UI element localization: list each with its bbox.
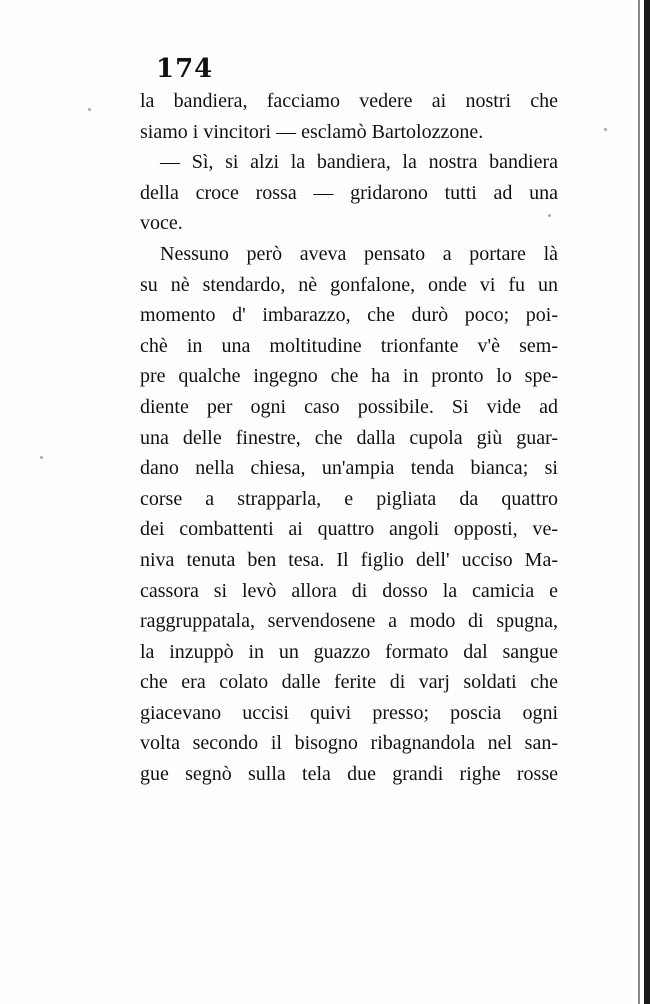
page-number: 174 <box>156 54 214 84</box>
text-line: siamo i vincitori — esclamò Bartolozzone. <box>140 120 484 143</box>
text-line: la inzuppò in un guazzo formato dal sangue <box>140 640 558 663</box>
text-line: giacevano uccisi quivi presso; poscia ogni <box>140 701 558 724</box>
text-line: voce. <box>140 212 183 235</box>
text-line: niva tenuta ben tesa. Il figlio dell' ucciso Ma- <box>140 548 558 571</box>
text-line: una delle finestre, che dalla cupola giù guar- <box>140 426 558 449</box>
text-line: dei combattenti ai quattro angoli opposti, ve- <box>140 518 558 541</box>
text-line: su nè stendardo, nè gonfalone, onde vi fu un <box>140 273 558 296</box>
text-line: la bandiera, facciamo vedere ai nostri che <box>140 90 558 112</box>
text-line: momento d' imbarazzo, che durò poco; poi- <box>140 304 558 327</box>
text-line: pre qualche ingegno che ha in pronto lo spe- <box>140 365 558 388</box>
text-line: che era colato dalle ferite di varj soldati che <box>140 671 558 694</box>
text-line: chè in una moltitudine trionfante v'è sem- <box>140 334 558 357</box>
text-line: — Sì, si alzi la bandiera, la nostra bandiera <box>160 151 558 174</box>
paper-speck <box>604 128 607 131</box>
text-line: raggruppatala, servendosene a modo di spugna, <box>140 610 558 633</box>
text-line: dano nella chiesa, un'ampia tenda bianca; si <box>140 457 558 480</box>
paper-speck <box>40 456 43 459</box>
text-line: volta secondo il bisogno ribagnandola nel san- <box>140 732 558 755</box>
page-edge-line <box>638 0 640 1004</box>
text-line: Nessuno però aveva pensato a portare là <box>160 242 558 265</box>
text-line: diente per ogni caso possibile. Si vide ad <box>140 395 558 418</box>
text-line: gue segnò sulla tela due grandi righe rosse <box>140 763 558 786</box>
body-text <box>140 86 558 790</box>
paper-speck <box>88 108 91 111</box>
text-line: della croce rossa — gridarono tutti ad una <box>140 181 558 204</box>
page-edge-shadow <box>644 0 650 1004</box>
text-line: cassora si levò allora di dosso la camicia e <box>140 579 558 602</box>
text-line: corse a strapparla, e pigliata da quattro <box>140 487 558 510</box>
